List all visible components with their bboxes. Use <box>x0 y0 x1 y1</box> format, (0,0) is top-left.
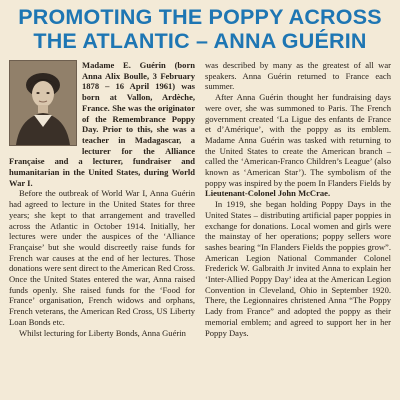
left-column <box>9 60 195 338</box>
headline-line-2: THE ATLANTIC – ANNA GUÉRIN <box>33 29 367 53</box>
right-paragraph-2-text: After Anna Guérin thought her fundraising days were over, she was summoned to Paris. The French government created ‘La Ligue des enfants de France et d’Amérique’, with the poppy as its emblem. Madame Anna Guérin was tasked with returning to the United States to create the American branch – called the ‘American-Franco Children’s League’ (also known as ‘American Star’). The symbolism of the poppy was inspired by the poem In Flanders Fields by <box>205 92 391 188</box>
portrait-illustration <box>10 61 76 145</box>
intro-paragraph: Madame E. Guérin (born Anna Alix Boulle, 3 February 1878 – 16 April 1961) was born at Vallon, Ardèche, France. She was the originator of the Remembrance Poppy Day. Prior to this, she was a teacher in Madagascar, a lecturer for the Alliance Française and a lecturer, fundraiser and humanitarian in the United States, during World War I. <box>9 60 195 188</box>
headline <box>9 5 391 53</box>
right-column <box>205 60 391 338</box>
headline-line-1: PROMOTING THE POPPY ACROSS <box>18 5 382 29</box>
left-paragraph-1: Before the outbreak of World War I, Anna Guérin had agreed to lecture in the United States for three years; she kept to that arrangement and travelled across the Atlantic in October 1914. Initially, her lectures were under the auspices of the ‘Alliance Française’ but she would discreetly raise funds for French war causes at the end of her lectures. Those donations were sent direct to the American Red Cross. Once the United States entered the war, Anna raised funds openly. She raised funds for the ‘Food for France’ organisation, French widows and orphans, French veterans, the American Red Cross, US Liberty Loan Bonds etc. <box>9 188 195 327</box>
article-columns <box>9 60 391 338</box>
right-paragraph-1: was described by many as the greatest of all war speakers. Anna Guérin returned to France each summer. <box>205 60 391 92</box>
right-paragraph-2 <box>205 92 391 199</box>
portrait-photo <box>9 60 77 146</box>
left-paragraph-2: Whilst lecturing for Liberty Bonds, Anna Guérin <box>19 327 186 338</box>
right-paragraph-3: In 1919, she began holding Poppy Days in the United States – distributing artificial paper poppies in exchange for donations. Local women and girls were the mainstay of her operations; poppy sellers wore sashes bearing “In Flanders Fields the poppies grow”. American Legion National Commander Colonel Frederick W. Galbraith Jr invited Anna to explain her ‘Inter-Allied Poppy Day’ idea at the American Legion Convention in Cleveland, Ohio in September 1920. There, the Legionnaires christened Anna “The Poppy Lady from France” and adopted the poppy as their memorial emblem; and agreed to support her in her Poppy Days. <box>205 199 391 338</box>
mccrae-name: Lieutenant-Colonel John McCrae. <box>205 188 331 199</box>
